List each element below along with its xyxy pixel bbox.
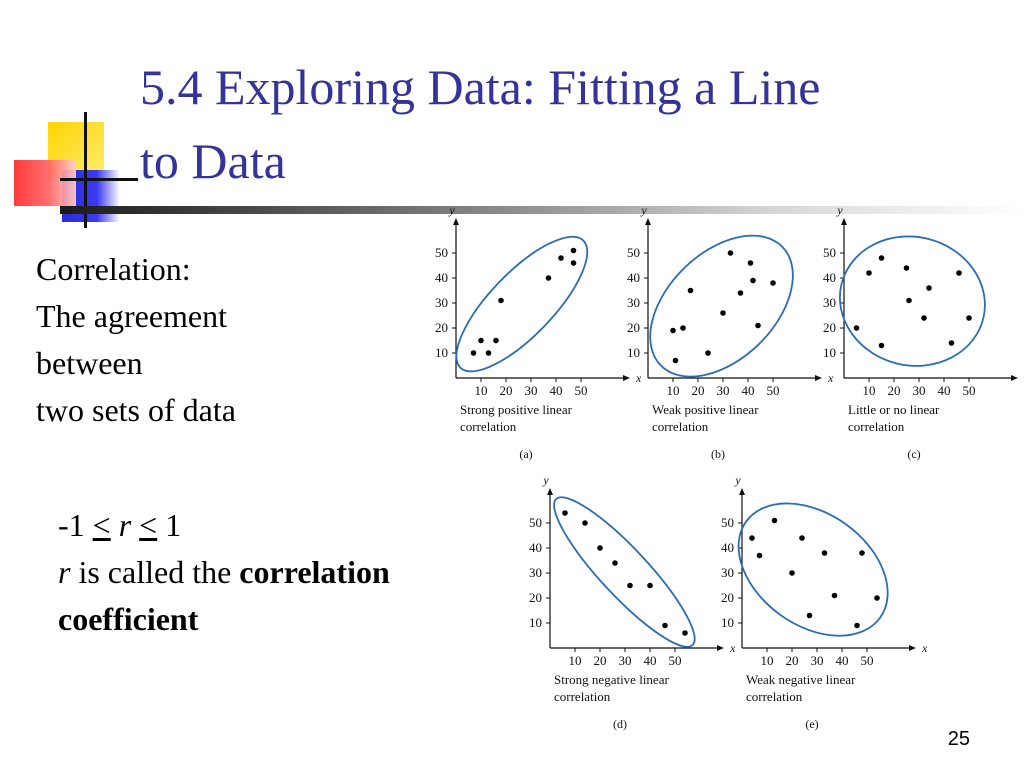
data-point <box>478 338 484 344</box>
data-point <box>728 250 734 256</box>
panel-label: (e) <box>805 717 819 731</box>
y-tick-label: 20 <box>435 320 448 335</box>
data-point <box>749 535 755 541</box>
plot-caption-line: correlation <box>652 419 709 434</box>
x-tick-label: 30 <box>524 383 538 398</box>
y-axis-arrow <box>453 218 459 225</box>
data-point <box>926 285 932 291</box>
x-tick-label: 30 <box>618 653 632 668</box>
y-tick-label: 50 <box>823 245 836 260</box>
data-point <box>705 350 711 356</box>
data-point <box>571 248 577 254</box>
definition-line: two sets of data <box>36 392 236 428</box>
scatter-plot-b <box>612 203 834 466</box>
data-point <box>859 550 865 556</box>
y-tick-label: 40 <box>721 540 734 555</box>
y-tick-label: 20 <box>627 320 640 335</box>
x-tick-label: 30 <box>716 383 730 398</box>
x-axis-arrow <box>1011 375 1018 381</box>
y-tick-label: 30 <box>627 295 640 310</box>
data-point <box>854 623 860 629</box>
data-point <box>904 265 910 271</box>
x-tick-label: 40 <box>835 653 849 668</box>
y-tick-label: 40 <box>529 540 542 555</box>
x-tick-label: 50 <box>766 383 780 398</box>
data-point <box>750 278 756 284</box>
plot-caption-line: Little or no linear <box>848 402 940 417</box>
data-point <box>822 550 828 556</box>
data-point <box>673 358 679 364</box>
range-lower: -1 <box>58 507 85 543</box>
x-axis-label: x <box>828 371 834 385</box>
x-axis-label: x <box>922 641 928 655</box>
x-tick-label: 40 <box>741 383 755 398</box>
y-tick-label: 10 <box>627 345 640 360</box>
data-point <box>647 583 653 589</box>
data-point <box>738 290 744 296</box>
x-tick-label: 10 <box>474 383 488 398</box>
y-axis-arrow <box>739 488 745 495</box>
y-tick-label: 10 <box>823 345 836 360</box>
data-point <box>799 535 805 541</box>
correlation-coefficient-text <box>58 502 390 643</box>
x-tick-label: 20 <box>499 383 513 398</box>
y-axis-label: y <box>837 203 843 217</box>
data-point <box>874 595 880 601</box>
red-square-shape <box>14 160 76 206</box>
coefficient-word: coefficient <box>58 601 199 637</box>
plot-caption-line: Weak negative linear <box>746 672 856 687</box>
data-ellipse <box>714 476 913 663</box>
data-point <box>670 328 676 334</box>
y-axis-label: y <box>543 473 549 487</box>
x-tick-label: 10 <box>568 653 582 668</box>
le-symbol-2: < <box>139 507 158 543</box>
data-point <box>546 275 552 281</box>
title-line-2: to Data <box>140 133 286 189</box>
r-symbol: r <box>118 507 132 543</box>
plot-caption-line: correlation <box>460 419 517 434</box>
y-tick-label: 10 <box>529 615 542 630</box>
data-ellipse <box>438 219 606 390</box>
le-symbol-1: < <box>92 507 111 543</box>
x-tick-label: 20 <box>593 653 607 668</box>
x-tick-label: 10 <box>862 383 876 398</box>
data-point <box>498 298 504 304</box>
y-tick-label: 30 <box>435 295 448 310</box>
data-point <box>582 520 588 526</box>
y-axis-label: y <box>449 203 455 217</box>
data-point <box>966 315 972 321</box>
x-axis-label: x <box>730 641 736 655</box>
y-axis-arrow <box>547 488 553 495</box>
r-symbol-2: r <box>58 554 71 590</box>
y-tick-label: 50 <box>627 245 640 260</box>
y-tick-label: 20 <box>823 320 836 335</box>
data-point <box>612 560 618 566</box>
x-tick-label: 10 <box>666 383 680 398</box>
data-point <box>471 350 477 356</box>
scatter-plot-c <box>808 203 998 466</box>
data-point <box>866 270 872 276</box>
y-axis-label: y <box>641 203 647 217</box>
y-tick-label: 40 <box>627 270 640 285</box>
y-tick-label: 30 <box>721 565 734 580</box>
plot-caption-line: correlation <box>746 689 803 704</box>
plot-caption-line: Strong negative linear <box>554 672 669 687</box>
data-point <box>832 593 838 599</box>
data-point <box>682 630 688 636</box>
data-point <box>879 343 885 349</box>
called-text: is called the <box>70 554 240 590</box>
y-tick-label: 50 <box>721 515 734 530</box>
x-tick-label: 40 <box>643 653 657 668</box>
x-tick-label: 50 <box>962 383 976 398</box>
x-tick-label: 50 <box>668 653 682 668</box>
y-tick-label: 20 <box>721 590 734 605</box>
y-axis-arrow <box>645 218 651 225</box>
data-point <box>493 338 499 344</box>
panel-label: (b) <box>711 447 725 461</box>
x-tick-label: 50 <box>574 383 588 398</box>
data-point <box>770 280 776 286</box>
y-tick-label: 40 <box>435 270 448 285</box>
x-axis-label: x <box>636 371 642 385</box>
data-point <box>879 255 885 261</box>
data-point <box>949 340 955 346</box>
data-point <box>789 570 795 576</box>
data-point <box>807 613 813 619</box>
plot-caption-line: Strong positive linear <box>460 402 572 417</box>
data-point <box>854 325 860 331</box>
y-tick-label: 10 <box>435 345 448 360</box>
definition-line: Correlation: <box>36 251 191 287</box>
range-upper: 1 <box>165 507 182 543</box>
y-tick-label: 50 <box>529 515 542 530</box>
data-point <box>755 323 761 329</box>
y-tick-label: 30 <box>823 295 836 310</box>
data-ellipse <box>827 222 998 381</box>
panel-label: (c) <box>907 447 921 461</box>
correlation-word: correlation <box>239 554 390 590</box>
x-tick-label: 10 <box>760 653 774 668</box>
data-point <box>720 310 726 316</box>
data-point <box>571 260 577 266</box>
range-line <box>58 502 390 549</box>
data-point <box>688 288 694 294</box>
data-point <box>956 270 962 276</box>
slide-title <box>140 50 1010 198</box>
decorative-logo <box>0 0 140 240</box>
logo-horizontal-line <box>60 178 138 181</box>
title-line-1: 5.4 Exploring Data: Fitting a Line <box>140 59 821 115</box>
x-tick-label: 50 <box>860 653 874 668</box>
plot-caption-line: correlation <box>554 689 611 704</box>
definition-line: between <box>36 345 143 381</box>
data-point <box>748 260 754 266</box>
y-tick-label: 10 <box>721 615 734 630</box>
definition-text <box>36 246 236 434</box>
x-tick-label: 20 <box>691 383 705 398</box>
data-point <box>921 315 927 321</box>
data-point <box>906 298 912 304</box>
plot-caption-line: Weak positive linear <box>652 402 759 417</box>
y-tick-label: 30 <box>529 565 542 580</box>
r-called-line <box>58 549 390 596</box>
y-tick-label: 50 <box>435 245 448 260</box>
panel-label: (a) <box>519 447 533 461</box>
data-point <box>627 583 633 589</box>
title-divider <box>60 206 1024 214</box>
x-tick-label: 30 <box>810 653 824 668</box>
page-number: 25 <box>947 728 970 750</box>
panel-label: (d) <box>613 717 627 731</box>
x-tick-label: 20 <box>785 653 799 668</box>
y-axis-arrow <box>841 218 847 225</box>
data-ellipse <box>624 209 820 404</box>
data-point <box>680 325 686 331</box>
data-point <box>486 350 492 356</box>
x-axis-arrow <box>909 645 916 651</box>
data-point <box>597 545 603 551</box>
x-tick-label: 40 <box>549 383 563 398</box>
data-point <box>772 518 778 524</box>
scatter-plot-a <box>420 203 642 466</box>
scatter-plot-e <box>706 473 928 736</box>
data-point <box>757 553 763 559</box>
definition-line: The agreement <box>36 298 227 334</box>
x-tick-label: 40 <box>937 383 951 398</box>
data-point <box>662 623 668 629</box>
x-tick-label: 20 <box>887 383 901 398</box>
data-point <box>558 255 564 261</box>
y-tick-label: 20 <box>529 590 542 605</box>
data-point <box>562 510 568 516</box>
y-axis-label: y <box>735 473 741 487</box>
x-tick-label: 30 <box>912 383 926 398</box>
y-tick-label: 40 <box>823 270 836 285</box>
plot-caption-line: correlation <box>848 419 905 434</box>
scatter-plot-d <box>514 473 736 736</box>
